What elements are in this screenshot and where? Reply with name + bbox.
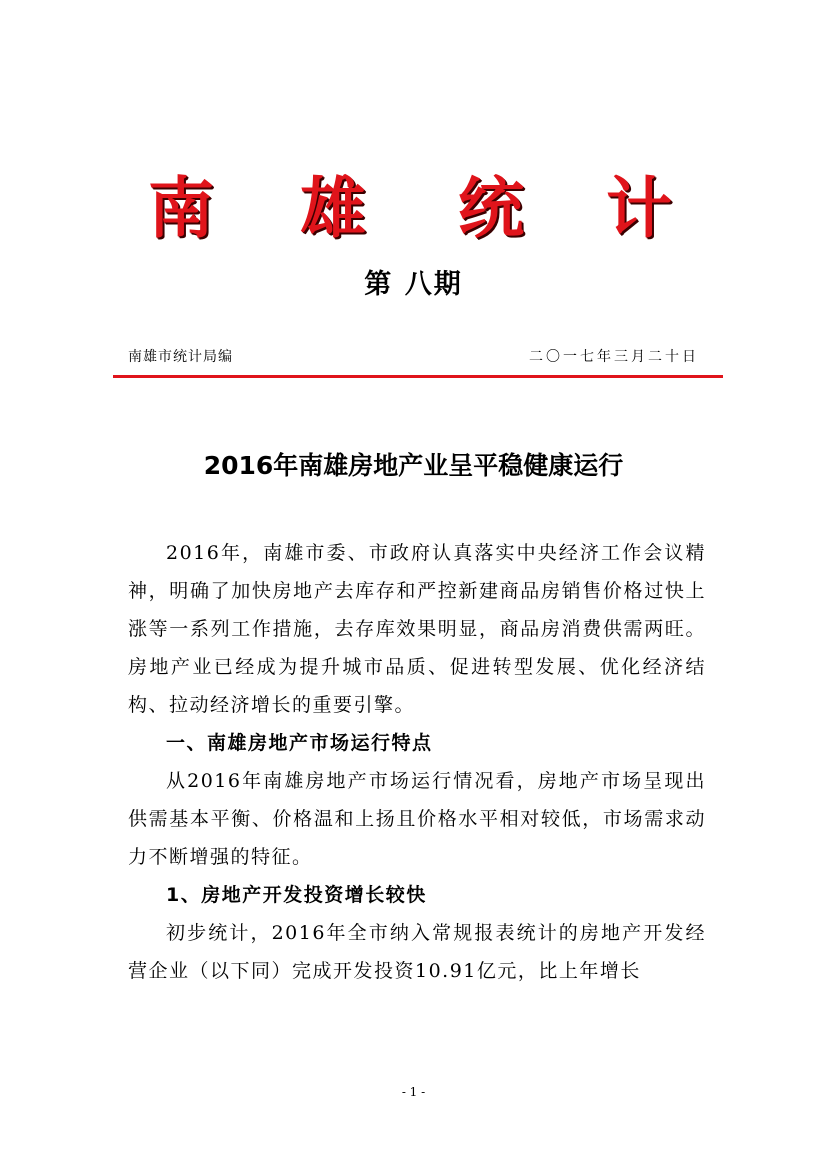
issue-number: 第 八期 (364, 269, 463, 300)
masthead-char-4: 计 (606, 169, 672, 247)
article-body (128, 534, 706, 990)
section-heading: 一、南雄房地产市场运行特点 (166, 732, 433, 754)
masthead-char-3: 统 (458, 169, 524, 247)
section-paragraph: 从2016年南雄房地产市场运行情况看，房地产市场呈现出供需基本平衡、价格温和上扬且价格水平相对较低，市场需求动力不断增强的特征。 (128, 770, 706, 868)
masthead-char-2: 雄 (300, 169, 366, 247)
subsection-heading: 1、房地产开发投资增长较快 (166, 884, 427, 906)
article-title: 2016年南雄房地产业呈平稳健康运行 (203, 451, 624, 480)
header-divider (113, 375, 723, 378)
masthead-char-1: 南 (148, 169, 214, 247)
publish-date: 二〇一七年三月二十日 (529, 349, 699, 365)
page-number: - 1 - (401, 1085, 426, 1099)
publisher: 南雄市统计局编 (128, 349, 233, 365)
intro-paragraph: 2016年，南雄市委、市政府认真落实中央经济工作会议精神，明确了加快房地产去库存和严控新建商品房销售价格过快上涨等一系列工作措施，去存库效果明显，商品房消费供需两旺。房地产业已经成为提升城市品质、促进转型发展、优化经济结构、拉动经济增长的重要引擎。 (128, 542, 706, 716)
masthead-title (140, 168, 700, 248)
subsection-paragraph: 初步统计，2016年全市纳入常规报表统计的房地产开发经营企业（以下同）完成开发投资10.91亿元，比上年增长 (128, 922, 706, 982)
